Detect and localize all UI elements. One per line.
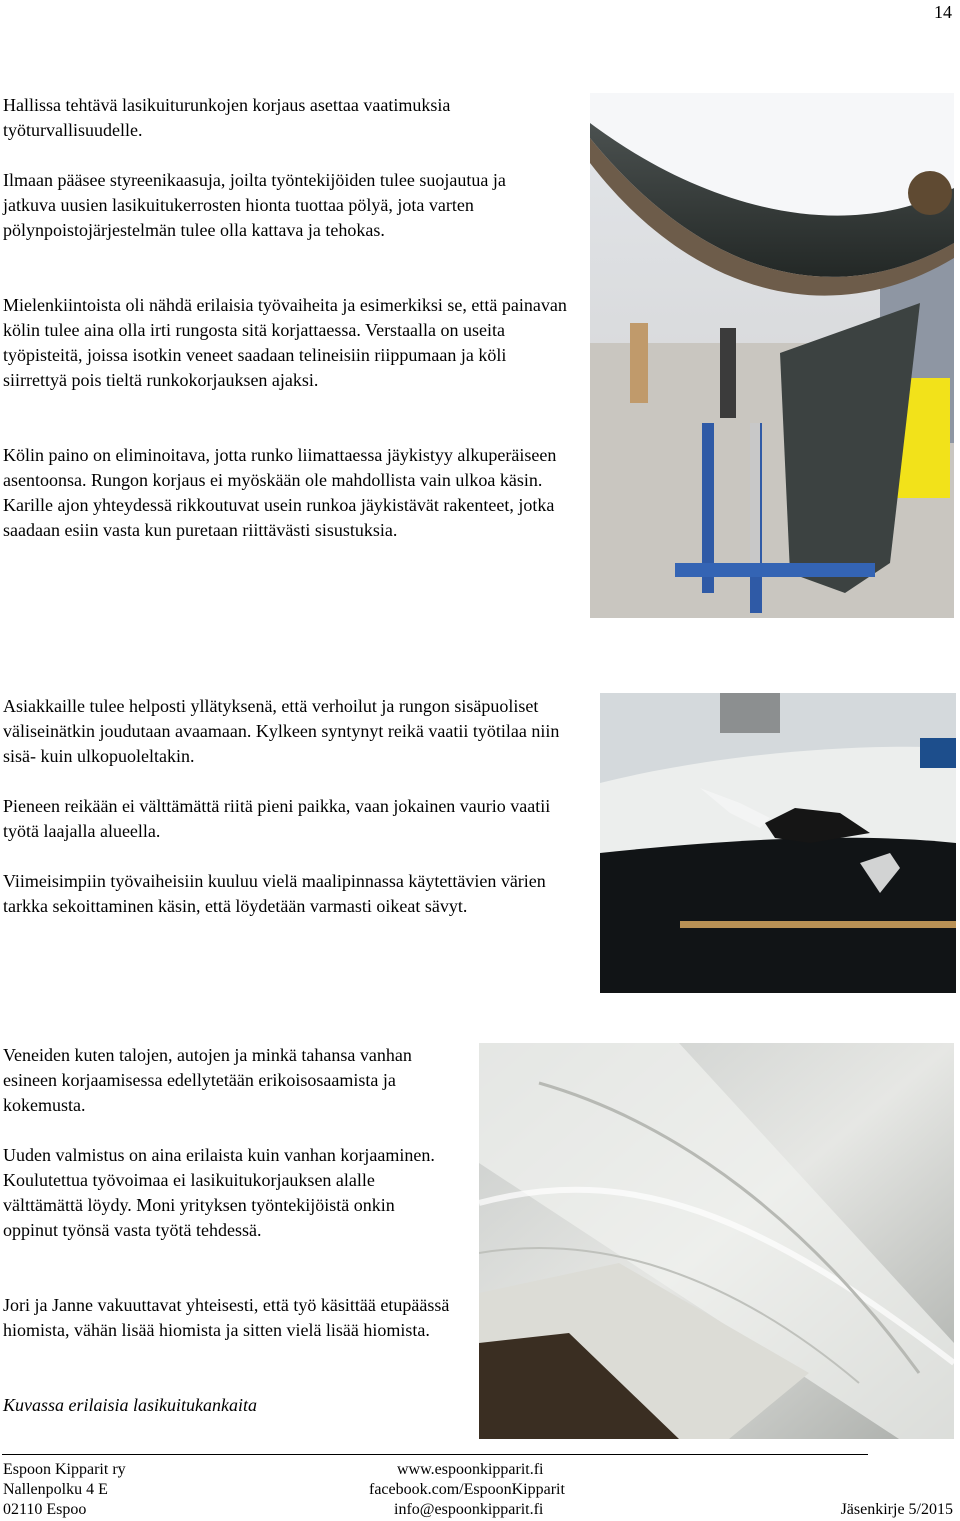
paragraph: Jori ja Janne vakuuttavat yhteisesti, että työ käsittää etupäässä hiomista, vähän lisää hiomista ja sitten vielä lisää hiomista. [3, 1295, 450, 1340]
footer-org: Espoon Kipparit ry [3, 1461, 126, 1478]
paragraph: Uuden valmistus on aina erilaista kuin vanhan korjaaminen. Koulutettua työvoimaa ei lasikuitukorjauksen alalle välttämättä löydy. Moni yrityksen työntekijöistä onkin oppinut työnsä vasta työtä tehdessä. [3, 1145, 435, 1240]
damaged-hull-photo [600, 693, 956, 993]
footer-web: www.espoonkipparit.fi [397, 1461, 544, 1478]
hull-keel-workshop-photo [590, 93, 954, 618]
footer-facebook: facebook.com/EspoonKipparit [369, 1481, 565, 1498]
footer-issue: Jäsenkirje 5/2015 [840, 1501, 953, 1518]
page-number: 14 [934, 2, 952, 22]
paragraph: Kölin paino on eliminoitava, jotta runko liimattaessa jäykistyy alkuperäiseen asentoonsa. Rungon korjaus ei myöskään ole mahdollista vain ulkoa käsin. Karille ajon yhteydessä rikkoutuvat usein runkoa jäykistävät rakenteet, jotka saadaan esiin vasta kun puretaan riittävästi sisustuksia. [3, 445, 557, 540]
paragraph: Ilmaan pääsee styreenikaasuja, joilta työntekijöiden tulee suojautua ja jatkuva uusien lasikuitukerrosten hionta tuottaa pölyä, jota varten pölynpoistojärjestelmän tulee olla kattava ja tehokas. [3, 170, 506, 240]
paragraph: Veneiden kuten talojen, autojen ja minkä tahansa vanhan esineen korjaamisessa edellytetään erikoisosaamista ja kokemusta. [3, 1045, 412, 1115]
footer-city: 02110 Espoo [3, 1501, 87, 1518]
paragraph: Asiakkaille tulee helposti yllätyksenä, että verhoilut ja rungon sisäpuoliset väliseinätkin joudutaan avaamaan. Kylkeen syntynyt reikä vaatii työtilaa niin sisä- kuin ulkopuoleltakin. [3, 696, 560, 766]
footer-email: info@espoonkipparit.fi [394, 1501, 544, 1518]
paragraph: Hallissa tehtävä lasikuiturunkojen korjaus asettaa vaatimuksia työturvallisuudelle. [3, 95, 451, 140]
footer-divider [2, 1454, 868, 1455]
paragraph: Pieneen reikään ei välttämättä riitä pieni paikka, vaan jokainen vaurio vaatii työtä laajalla alueella. [3, 796, 551, 841]
paragraph: Mielenkiintoista oli nähdä erilaisia työvaiheita ja esimerkiksi se, että painavan kölin tulee aina olla irti rungosta sitä korjattaessa. Verstaalla on useita työpisteitä, joissa isotkin veneet saadaan telineisiin riippumaan ja köli siirrettyä pois tieltä runkokorjauksen ajaksi. [3, 295, 567, 390]
fiberglass-fabrics-photo [479, 1043, 954, 1439]
caption: Kuvassa erilaisia lasikuitukankaita [3, 1395, 257, 1415]
footer-street: Nallenpolku 4 E [3, 1481, 108, 1498]
paragraph: Viimeisimpiin työvaiheisiin kuuluu vielä maalipinnassa käytettävien värien tarkka sekoittaminen käsin, että löydetään varmasti oikeat sävyt. [3, 871, 546, 916]
